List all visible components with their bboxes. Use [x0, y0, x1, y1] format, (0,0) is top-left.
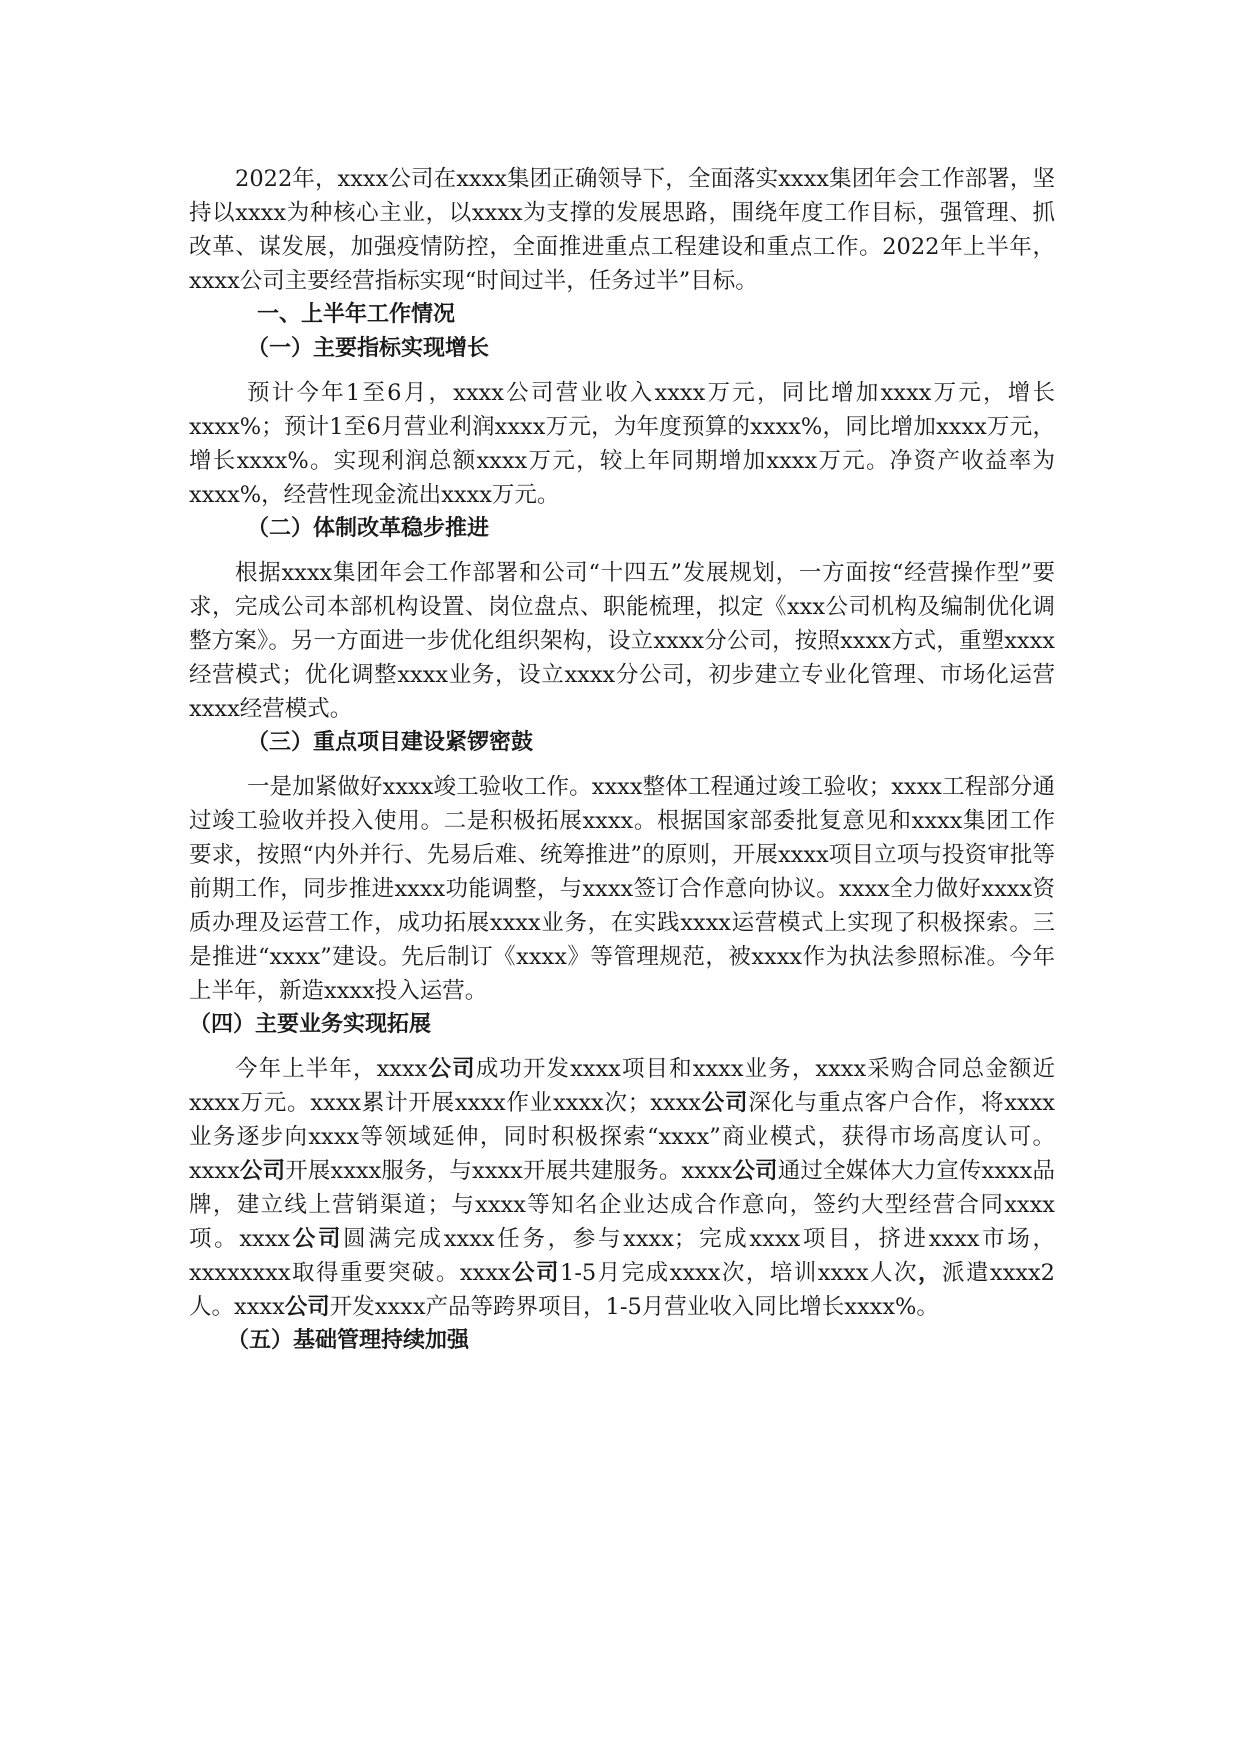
- intro-paragraph: 2022年，xxxx公司在xxxx集团正确领导下，全面落实xxxx集团年会工作部署，坚持以xxxx为种核心主业，以xxxx为支撑的发展思路，围绕年度工作目标，强管理、抓改革、谋发展，加强疫情防控，全面推进重点工程建设和重点工作。2022年上半年，xxxx公司主要经营指标实现“时间过半，任务过半”目标。: [189, 166, 1055, 294]
- body-text: 1-5月完成xxxx次，培训xxxx人次: [560, 1260, 918, 1286]
- subsection-body-4: [189, 1052, 1055, 1324]
- emphasis-text: 公司: [427, 1056, 476, 1082]
- emphasis-text: 公司: [284, 1294, 330, 1320]
- body-text: 今年上半年，xxxx: [235, 1056, 428, 1082]
- body-text: 成功开发xxxx项目和xxxx业务，xxxx采购合同总金额近xxxx万元。xxxx累计开展xxxx作业xxxx次；xxxx: [189, 1056, 1055, 1116]
- body-text: 派遣xxxx2人。xxxx: [189, 1260, 1055, 1320]
- emphasis-text: ，: [917, 1260, 942, 1286]
- body-text: 开发xxxx产品等跨界项目，1-5月营业收入同比增长xxxx%。: [329, 1294, 939, 1320]
- subsection-heading-2: （二）体制改革稳步推进: [247, 516, 490, 541]
- subsection-heading-1: （一）主要指标实现增长: [247, 336, 490, 361]
- subsection-body-1: 预计今年1至6月，xxxx公司营业收入xxxx万元，同比增加xxxx万元，增长xxxx%；预计1至6月营业利润xxxx万元，为年度预算的xxxx%，同比增加xxxx万元，增长xxxx%。实现利润总额xxxx万元，较上年同期增加xxxx万元。净资产收益率为xxxx%，经营性现金流出xxxx万元。: [189, 380, 1055, 508]
- document-body: [189, 162, 1055, 1358]
- emphasis-text: 公司: [239, 1158, 286, 1184]
- emphasis-text: 公司: [732, 1158, 778, 1184]
- body-text: 圆满完成xxxx任务，参与xxxx；完成xxxx项目，挤进xxxx市场，xxxxxxxx取得重要突破。xxxx: [189, 1226, 1055, 1286]
- section-heading-1: 一、上半年工作情况: [257, 302, 456, 327]
- body-text: 深化与重点客户合作，将xxxx业务逐步向xxxx等领域延伸，同时积极探索“xxxx”商业模式，获得市场高度认可。xxxx: [189, 1090, 1055, 1184]
- emphasis-text: 公司: [290, 1226, 344, 1252]
- subsection-body-2: 根据xxxx集团年会工作部署和公司“十四五”发展规划，一方面按“经营操作型”要求，完成公司本部机构设置、岗位盘点、职能梳理，拟定《xxx公司机构及编制优化调整方案》。另一方面进一步优化组织架构，设立xxxx分公司，按照xxxx方式，重塑xxxx经营模式；优化调整xxxx业务，设立xxxx分公司，初步建立专业化管理、市场化运营xxxx经营模式。: [189, 560, 1055, 722]
- subsection-body-3: 一是加紧做好xxxx竣工验收工作。xxxx整体工程通过竣工验收；xxxx工程部分通过竣工验收并投入使用。二是积极拓展xxxx。根据国家部委批复意见和xxxx集团工作要求，按照“内外并行、先易后难、统筹推进”的原则，开展xxxx项目立项与投资审批等前期工作，同步推进xxxx功能调整，与xxxx签订合作意向协议。xxxx全力做好xxxx资质办理及运营工作，成功拓展xxxx业务，在实践xxxx运营模式上实现了积极探索。三是推进“xxxx”建设。先后制订《xxxx》等管理规范，被xxxx作为执法参照标准。今年上半年，新造xxxx投入运营。: [189, 774, 1055, 1004]
- subsection-heading-3: （三）重点项目建设紧锣密鼓: [247, 730, 534, 755]
- body-text: 开展xxxx服务，与xxxx开展共建服务。xxxx: [285, 1158, 733, 1184]
- emphasis-text: 公司: [510, 1260, 561, 1286]
- emphasis-text: 公司: [701, 1090, 749, 1116]
- subsection-heading-4: （四）主要业务实现拓展: [189, 1012, 432, 1037]
- subsection-heading-5: （五）基础管理持续加强: [227, 1328, 470, 1353]
- body-text: 通过全媒体大力宣传xxxx品牌，建立线上营销渠道；与xxxx等知名企业达成合作意向，签约大型经营合同xxxx项。xxxx: [189, 1158, 1055, 1252]
